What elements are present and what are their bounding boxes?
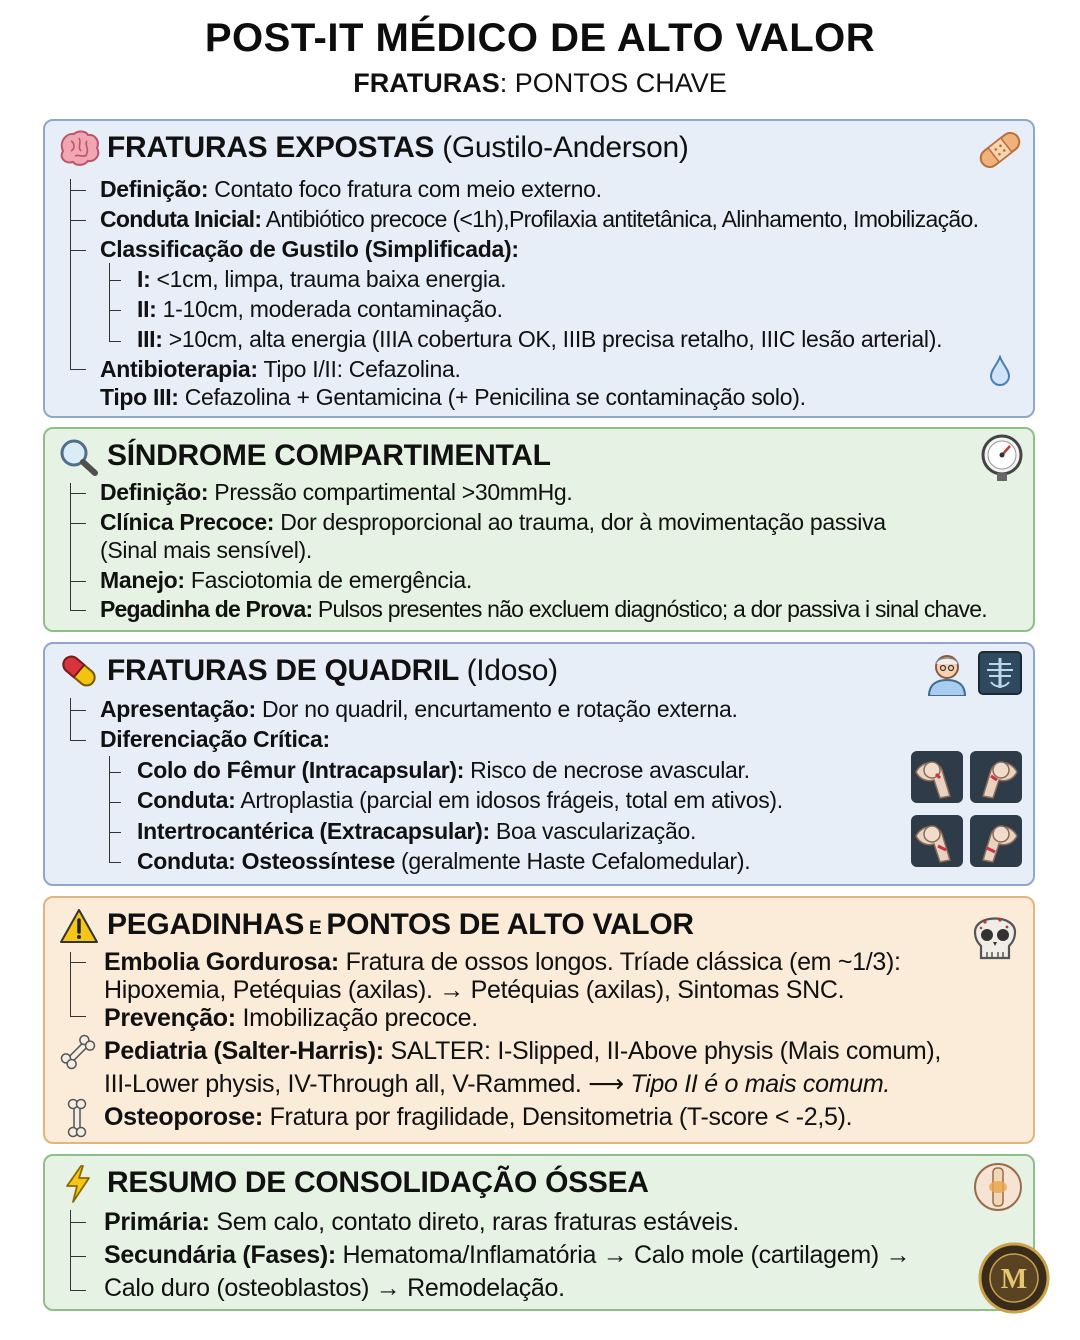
xray-icon [977, 650, 1023, 696]
brain-icon [57, 129, 101, 169]
bone-healing-icon [973, 1162, 1023, 1212]
badge-letters: M [1000, 1264, 1028, 1295]
tree-tick [70, 190, 86, 191]
page-title: POST-IT MÉDICO DE ALTO VALOR [204, 16, 876, 60]
gustilo-type-3: III: >10cm, alta energia (IIIA cobertura OK, IIIB precisa retalho, IIIC lesão arterial). [137, 326, 943, 352]
section-title-bold: FRATURAS EXPOSTAS [107, 131, 435, 164]
warning-icon [59, 908, 99, 944]
tree-tick [109, 310, 121, 311]
secondary-healing-line: Secundária (Fases): Hematoma/Inflamatória → Calo mole (cartilagem) → [104, 1241, 911, 1269]
section-title: RESUMO DE CONSOLIDAÇÃO ÓSSEA [107, 1166, 649, 1199]
conduct-arthroplasty-line: Conduta: Artroplastia (parcial em idosos frágeis, total em ativos). [137, 787, 783, 813]
tree-line [70, 179, 71, 369]
skull-icon [967, 904, 1023, 966]
pill-icon [57, 650, 101, 692]
section-title-light: (Gustilo-Anderson) [442, 131, 689, 164]
section-open-fractures [43, 119, 1035, 418]
tree-tick [109, 862, 121, 863]
section-hip-fractures [43, 642, 1035, 886]
gustilo-classification-line: Classificação de Gustilo (Simplificada): [100, 236, 519, 262]
tree-tick [70, 610, 86, 611]
tree-tick [70, 493, 86, 494]
hip-fracture-icon [969, 814, 1023, 868]
page-subtitle [0, 68, 1080, 99]
tree-line [70, 698, 71, 740]
tree-tick [109, 802, 121, 803]
tree-line [70, 483, 71, 610]
badge-seal-icon [978, 1242, 1050, 1314]
subtitle-bold: FRATURAS [353, 68, 500, 98]
tree-tick [109, 832, 121, 833]
bone-vertical-icon [65, 1098, 89, 1138]
water-drop-icon [989, 355, 1011, 387]
antibiotic-line: Antibioterapia: Tipo I/II: Cefazolina. [100, 356, 461, 382]
elderly-patient-icon [925, 650, 969, 696]
fat-embolism-line: Embolia Gordurosa: Fratura de ossos longos. Tríade clássica (em ~1/3): [104, 948, 901, 976]
tree-tick [109, 772, 121, 773]
tree-tick [70, 523, 86, 524]
hip-fracture-icon [910, 750, 964, 804]
early-clinical-line: Clínica Precoce: Dor desproporcional ao trauma, dor à movimentação passiva [100, 509, 886, 535]
tree-tick [70, 220, 86, 221]
pressure-gauge-icon [979, 433, 1025, 483]
tree-line [109, 263, 110, 342]
tree-tick [70, 1222, 86, 1223]
section-title [107, 131, 689, 165]
primary-healing-line: Primária: Sem calo, contato direto, raras fraturas estáveis. [104, 1208, 740, 1236]
section-compartment-syndrome [43, 427, 1035, 632]
femoral-neck-line: Colo do Fêmur (Intracapsular): Risco de necrose avascular. [137, 757, 750, 783]
differentiation-line: Diferenciação Crítica: [100, 726, 330, 752]
hip-fracture-icon [910, 814, 964, 868]
tree-tick [70, 1290, 86, 1291]
initial-conduct-line: Conduta Inicial: Antibiótico precoce (<1h),Profilaxia antitetânica, Alinhamento, Imobilização. [100, 206, 979, 232]
tree-tick [70, 581, 86, 582]
tree-tick [109, 280, 121, 281]
gustilo-type-1: I: <1cm, limpa, trauma baixa energia. [137, 266, 507, 292]
section-title: SÍNDROME COMPARTIMENTAL [107, 439, 551, 472]
early-clinical-line-2: (Sinal mais sensível). [100, 537, 312, 563]
hip-fracture-icon [969, 750, 1023, 804]
type3-antibiotic-line: Tipo III: Cefazolina + Gentamicina (+ Penicilina se contaminação solo). [100, 384, 806, 410]
presentation-line: Apresentação: Dor no quadril, encurtamento e rotação externa. [100, 696, 738, 722]
pediatrics-line-2: III-Lower physis, IV-Through all, V-Rammed. ⟶ Tipo II é o mais comum. [104, 1070, 891, 1098]
section-bone-healing [43, 1154, 1035, 1311]
tree-tick [70, 962, 86, 963]
intertrochanteric-line: Intertrocantérica (Extracapsular): Boa vascularização. [137, 818, 697, 844]
osteoporosis-line: Osteoporose: Fratura por fragilidade, Densitometria (T-score < -2,5). [104, 1103, 853, 1131]
tree-tick [70, 369, 86, 370]
gustilo-type-2: II: 1-10cm, moderada contaminação. [137, 296, 503, 322]
bandage-icon [975, 127, 1025, 173]
lightning-icon [63, 1164, 93, 1204]
tree-tick [70, 250, 86, 251]
exam-trick-line: Pegadinha de Prova: Pulsos presentes não excluem diagnóstico; a dor passiva i sinal chave. [100, 596, 987, 622]
prevention-line: Prevenção: Imobilização precoce. [104, 1004, 478, 1032]
subtitle-rest: : PONTOS CHAVE [499, 68, 727, 98]
tree-tick [70, 710, 86, 711]
bone-icon [59, 1034, 97, 1070]
tree-tick [70, 1016, 86, 1017]
tree-tick [109, 341, 121, 342]
tree-tick [70, 740, 86, 741]
tree-tick [70, 1256, 86, 1257]
secondary-healing-line-2: Calo duro (osteoblastos) → Remodelação. [104, 1274, 565, 1302]
management-line: Manejo: Fasciotomia de emergência. [100, 567, 473, 593]
definition-line: Definição: Pressão compartimental >30mmHg. [100, 479, 573, 505]
section-title: FRATURAS DE QUADRIL (Idoso) [107, 654, 558, 687]
conduct-osteosynthesis-line: Conduta: Osteossíntese (geralmente Haste Cefalomedular). [137, 848, 751, 874]
section-exam-traps [43, 896, 1035, 1144]
magnifier-icon [57, 437, 101, 477]
definition-line: Definição: Contato foco fratura com meio externo. [100, 176, 602, 202]
pediatrics-line: Pediatria (Salter-Harris): SALTER: I-Slipped, II-Above physis (Mais comum), [104, 1037, 942, 1065]
fat-embolism-line-2: Hipoxemia, Petéquias (axilas). → Petéquias (axilas), Sintomas SNC. [104, 976, 845, 1004]
section-title: PEGADINHAS E PONTOS DE ALTO VALOR [107, 908, 694, 941]
